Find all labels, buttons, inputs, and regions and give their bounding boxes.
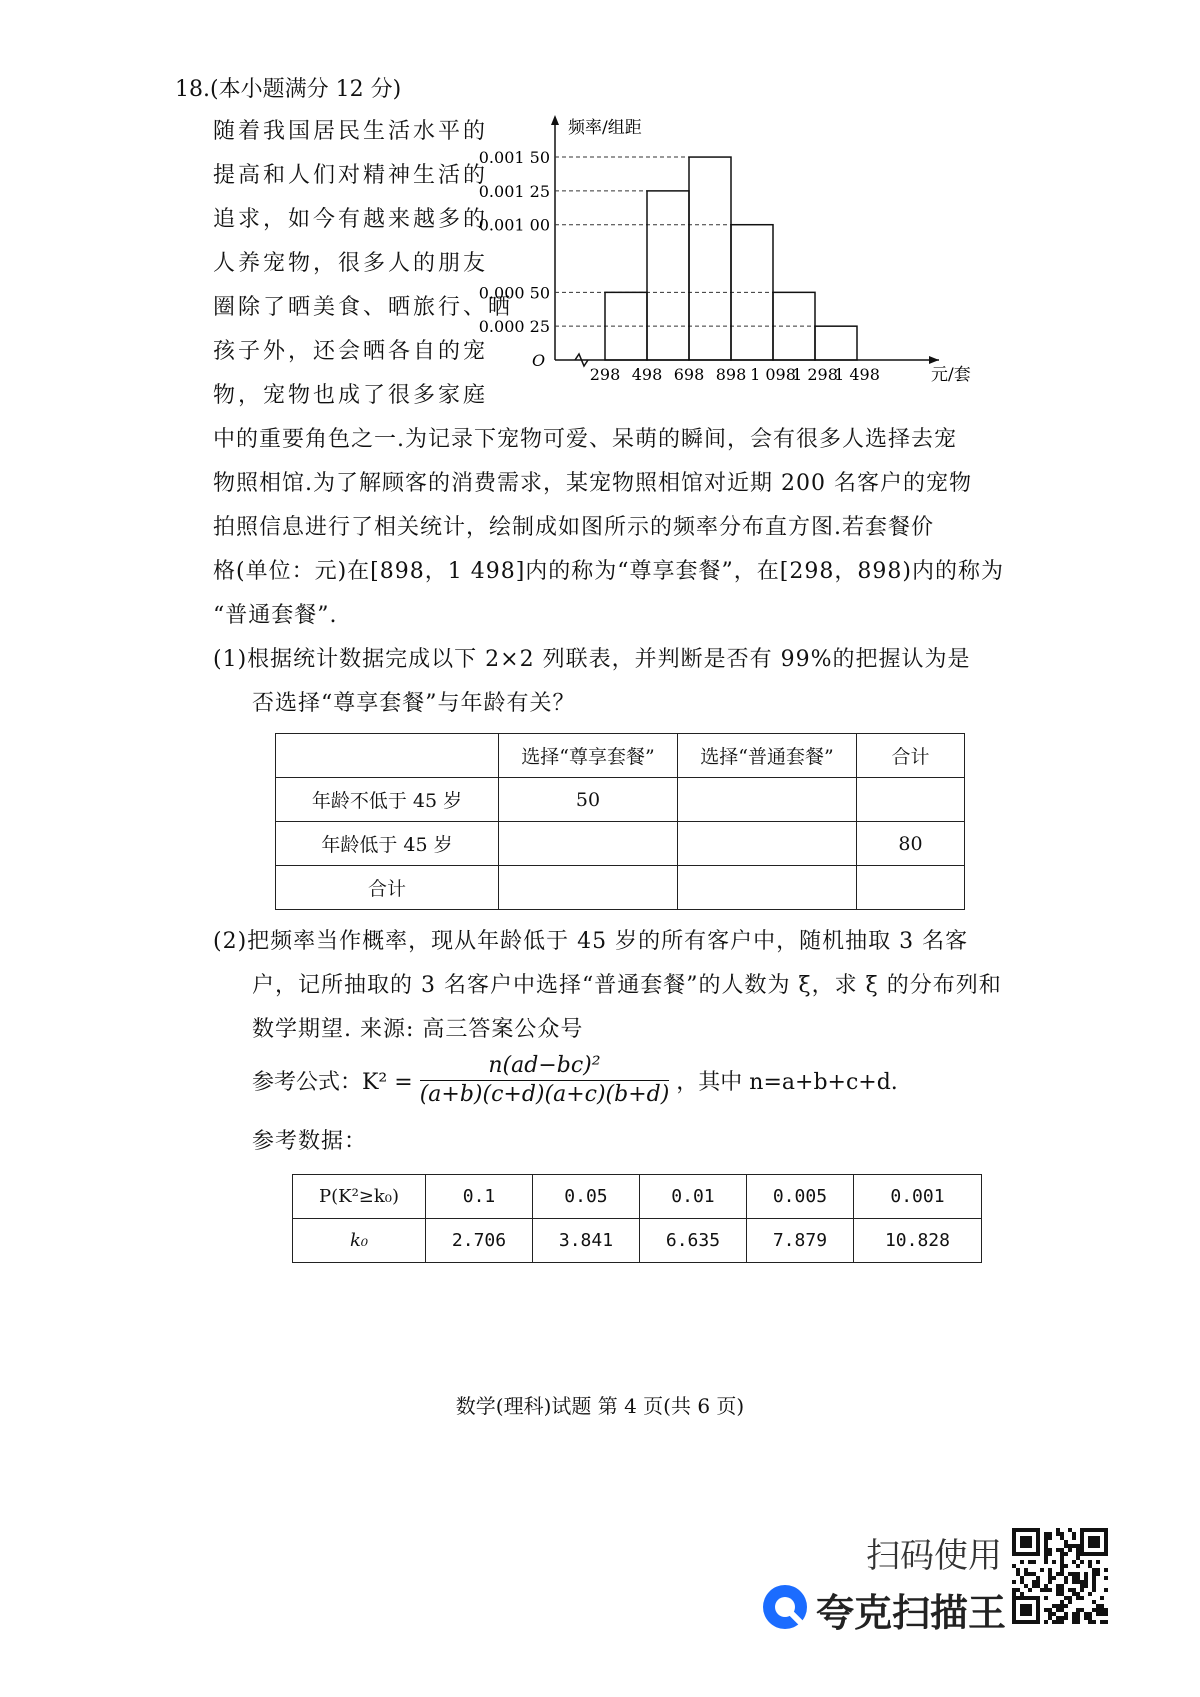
body-line: 拍照信息进行了相关统计，绘制成如图所示的频率分布直方图.若套餐价: [213, 515, 934, 540]
histogram-bar: [689, 157, 731, 360]
table-cell: [678, 866, 857, 910]
formula-numerator: n(ad−bc)²: [420, 1052, 670, 1081]
intro-line: 随着我国居民生活水平的: [213, 119, 489, 144]
table-cell: 80: [857, 822, 965, 866]
x-tick-label: 498: [631, 365, 663, 384]
formula-prefix: 参考公式：K² =: [252, 1070, 413, 1095]
frequency-histogram: [478, 115, 1050, 415]
page-footer: 数学(理科)试题 第 4 页(共 6 页): [455, 1394, 745, 1418]
table-cell: 7.879: [746, 1219, 853, 1263]
x-tick-label: 1 098: [750, 365, 796, 384]
part2-line: (2)把频率当作概率，现从年龄低于 45 岁的所有客户中，随机抽取 3 名客: [213, 929, 969, 954]
table-cell: 6.635: [639, 1219, 746, 1263]
intro-line: 圈除了晒美食、晒旅行、晒: [213, 295, 514, 320]
reference-formula: [252, 1052, 898, 1109]
table-cell: [276, 734, 499, 778]
origin-label: O: [532, 351, 546, 370]
y-axis-label: 频率/组距: [568, 118, 642, 138]
table-cell: 0.005: [746, 1175, 853, 1219]
table-row: [276, 778, 965, 822]
formula-suffix: ，其中 n=a+b+c+d.: [676, 1070, 898, 1095]
contingency-table: [275, 733, 965, 910]
y-tick-label: 0.001 25: [478, 181, 550, 201]
body-line: 中的重要角色之一.为记录下宠物可爱、呆萌的瞬间，会有很多人选择去宠: [213, 427, 957, 452]
table-cell: 10.828: [853, 1219, 981, 1263]
question-header: [175, 72, 401, 103]
table-cell: 2.706: [426, 1219, 533, 1263]
histogram-bar: [647, 191, 689, 360]
score-note: (本小题满分 12 分): [210, 77, 402, 102]
intro-line: 人养宠物，很多人的朋友: [213, 251, 489, 276]
table-cell: 选择“尊享套餐”: [499, 734, 678, 778]
table-cell: k₀: [293, 1219, 426, 1263]
body-line: 格(单位：元)在[898，1 498]内的称为“尊享套餐”，在[298，898)内的称为: [213, 559, 1004, 584]
scan-text: 扫码使用: [866, 1536, 1002, 1576]
y-tick-label: 0.001 50: [478, 148, 550, 168]
table-cell: 0.05: [532, 1175, 639, 1219]
x-tick-label: 298: [589, 365, 621, 384]
y-axis-arrow: [551, 115, 559, 125]
y-tick-label: 0.000 50: [478, 283, 550, 303]
table-cell: [499, 866, 678, 910]
table-cell: [678, 778, 857, 822]
intro-line: 提高和人们对精神生活的: [213, 163, 489, 188]
table-cell: 合计: [276, 866, 499, 910]
y-tick-label: 0.000 25: [478, 317, 550, 337]
table-cell: 选择“普通套餐”: [678, 734, 857, 778]
body-line: “普通套餐”.: [213, 603, 338, 628]
x-tick-label: 898: [715, 365, 747, 384]
table-header-row: [276, 734, 965, 778]
x-tick-label: 698: [673, 365, 705, 384]
intro-line: 孩子外，还会晒各自的宠: [213, 339, 489, 364]
table-cell: 3.841: [532, 1219, 639, 1263]
table-row: [293, 1219, 982, 1263]
part2-line: 数学期望. 来源: 高三答案公众号: [252, 1017, 584, 1042]
table-cell: 合计: [857, 734, 965, 778]
table-cell: 0.001: [853, 1175, 981, 1219]
formula-fraction: [420, 1052, 670, 1109]
table-row: [293, 1175, 982, 1219]
intro-line: 追求，如今有越来越多的: [213, 207, 489, 232]
y-tick-label: 0.001 00: [478, 215, 550, 235]
x-axis-arrow: [929, 356, 939, 364]
table-cell: [499, 822, 678, 866]
qr-code-icon: [1012, 1528, 1108, 1624]
table-cell: P(K²≥k₀): [293, 1175, 426, 1219]
table-cell: 0.1: [426, 1175, 533, 1219]
table-cell: 年龄不低于 45 岁: [276, 778, 499, 822]
part1-line: 否选择“尊享套餐”与年龄有关？: [252, 691, 576, 716]
intro-line: 物，宠物也成了很多家庭: [213, 383, 489, 408]
table-row: [276, 866, 965, 910]
reference-data-label: 参考数据：: [252, 1129, 368, 1154]
table-cell: [857, 778, 965, 822]
x-axis-label: 元/套: [931, 365, 971, 385]
table-cell: 0.01: [639, 1175, 746, 1219]
table-cell: 年龄低于 45 岁: [276, 822, 499, 866]
table-cell: [857, 866, 965, 910]
part1-line: (1)根据统计数据完成以下 2×2 列联表，并判断是否有 99%的把握认为是: [213, 647, 971, 672]
part2-line: 户，记所抽取的 3 名客户中选择“普通套餐”的人数为 ξ，求 ξ 的分布列和: [252, 973, 1002, 998]
brand-name: 夸克扫描王: [816, 1591, 1007, 1635]
body-line: 物照相馆.为了解顾客的消费需求，某宠物照相馆对近期 200 名客户的宠物: [213, 471, 972, 496]
histogram-bar: [815, 326, 857, 360]
question-number: 18.: [175, 77, 210, 102]
quark-logo-icon: [760, 1582, 810, 1632]
formula-denominator: (a+b)(c+d)(a+c)(b+d): [419, 1082, 670, 1107]
table-cell: 50: [499, 778, 678, 822]
x-tick-label: 1 498: [834, 365, 880, 384]
x-tick-label: 1 298: [792, 365, 838, 384]
critical-value-table: [292, 1174, 982, 1263]
table-cell: [678, 822, 857, 866]
table-row: [276, 822, 965, 866]
